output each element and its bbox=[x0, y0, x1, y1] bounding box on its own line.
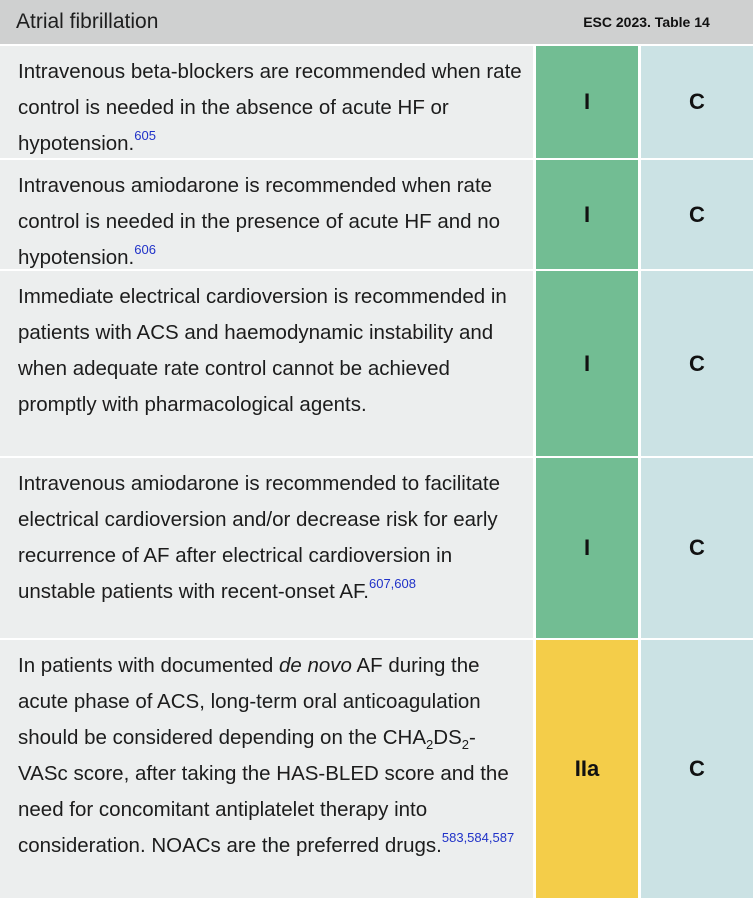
recommendation-body: Intravenous amiodarone is recommended to facilitate electrical cardioversion and/or decrease risk for early recurrence of AF after electrical cardioversion in unstable patients with recent-onset AF. bbox=[18, 472, 501, 603]
recommendation-text bbox=[0, 271, 536, 456]
reference-link[interactable]: 583,584,587 bbox=[441, 830, 515, 845]
table-title: Atrial fibrillation bbox=[16, 10, 159, 33]
recommendation-text bbox=[0, 640, 536, 898]
level-cell: C bbox=[641, 271, 753, 456]
recommendation-body: In patients with documented bbox=[18, 654, 279, 677]
recommendation-body: -VASc score, after taking the HAS-BLED score and the need for concomitant antiplatelet therapy into consideration. NOACs are the preferred drugs. bbox=[18, 726, 509, 857]
reference-link[interactable]: 606 bbox=[134, 242, 156, 257]
recommendation-body: Immediate electrical cardioversion is recommended in patients with ACS and haemodynamic instability and when adequate rate control cannot be achieved promptly with pharmacological agents. bbox=[18, 285, 507, 416]
class-cell: IIa bbox=[536, 640, 641, 898]
reference-link[interactable]: 605 bbox=[134, 128, 156, 143]
recommendation-body: Intravenous beta-blockers are recommended when rate control is needed in the absence of acute HF or hypotension. bbox=[18, 60, 522, 155]
table-row bbox=[0, 640, 753, 898]
level-cell: C bbox=[641, 46, 753, 158]
class-cell: I bbox=[536, 160, 641, 269]
recommendation-body: DS bbox=[433, 726, 462, 749]
recommendation-text bbox=[0, 458, 536, 638]
table-row bbox=[0, 160, 753, 271]
level-cell: C bbox=[641, 160, 753, 269]
class-cell: I bbox=[536, 46, 641, 158]
recommendation-text bbox=[0, 160, 536, 269]
subscript: 2 bbox=[426, 737, 434, 753]
recommendation-body: AF during the acute phase of ACS, long-term oral anticoagulation should be considered depending on the CHA bbox=[18, 654, 481, 749]
recommendation-italic: de novo bbox=[278, 654, 352, 677]
class-cell: I bbox=[536, 271, 641, 456]
table-row bbox=[0, 458, 753, 640]
subscript: 2 bbox=[461, 737, 469, 753]
level-cell: C bbox=[641, 458, 753, 638]
class-cell: I bbox=[536, 458, 641, 638]
table-header bbox=[0, 0, 753, 46]
table-row bbox=[0, 46, 753, 160]
recommendation-body: Intravenous amiodarone is recommended when rate control is needed in the presence of acute HF and no hypotension. bbox=[18, 174, 501, 269]
table-source: ESC 2023. Table 14 bbox=[583, 14, 710, 30]
table-row bbox=[0, 271, 753, 458]
level-cell: C bbox=[641, 640, 753, 898]
recommendation-text bbox=[0, 46, 536, 158]
reference-link[interactable]: 607,608 bbox=[368, 576, 416, 591]
